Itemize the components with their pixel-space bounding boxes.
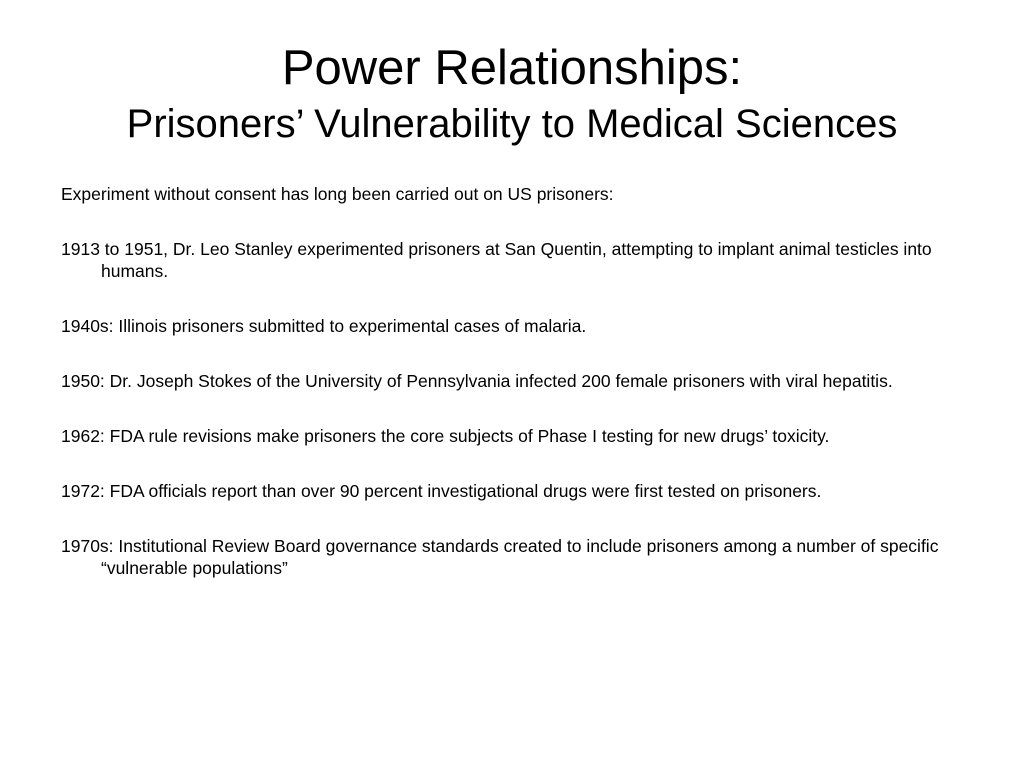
- title-block: [20, 38, 1004, 150]
- timeline-item-1950: 1950: Dr. Joseph Stokes of the University of Pennsylvania infected 200 female prisoners with viral hepatitis.: [61, 371, 893, 391]
- slide-subtitle: Prisoners’ Vulnerability to Medical Sciences: [126, 102, 898, 146]
- timeline-item-1972: 1972: FDA officials report than over 90 percent investigational drugs were first tested on prisoners.: [61, 481, 822, 501]
- slide-body: [61, 183, 961, 612]
- timeline-item-1962: 1962: FDA rule revisions make prisoners the core subjects of Phase I testing for new drugs’ toxicity.: [61, 426, 830, 446]
- timeline-item-1970s: 1970s: Institutional Review Board governance standards created to include prisoners among a number of specific “vulnerable populations”: [61, 536, 939, 578]
- timeline-item-1913: 1913 to 1951, Dr. Leo Stanley experimented prisoners at San Quentin, attempting to implant animal testicles into humans.: [61, 239, 932, 281]
- slide-title: Power Relationships:: [281, 41, 743, 95]
- timeline-item-1940s: 1940s: Illinois prisoners submitted to experimental cases of malaria.: [61, 316, 587, 336]
- intro-paragraph: Experiment without consent has long been carried out on US prisoners:: [61, 184, 614, 204]
